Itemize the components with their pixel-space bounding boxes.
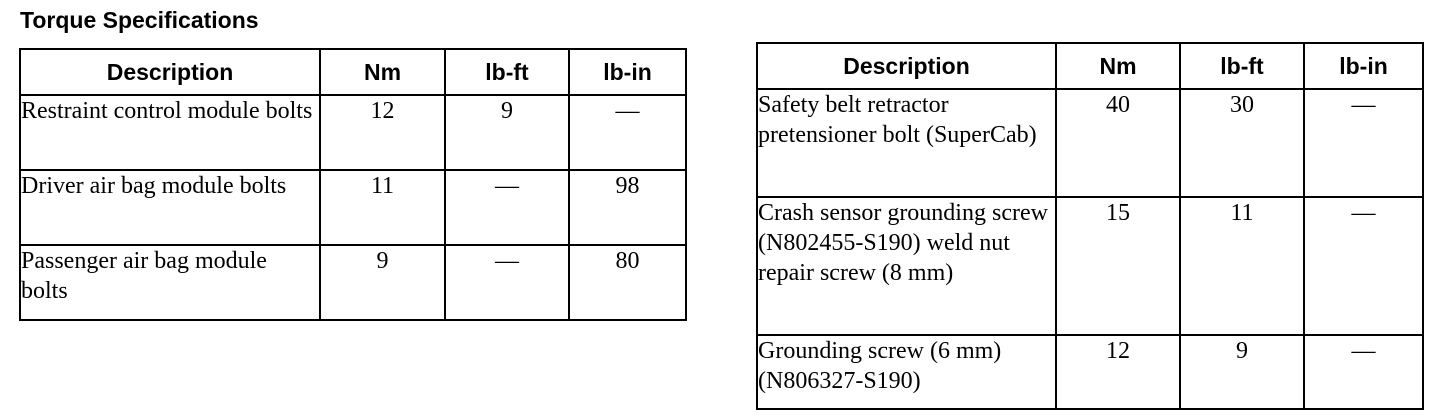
description-cell: Restraint control module bolts [20,95,320,170]
header-lb-ft: lb-ft [445,49,569,95]
description-cell: Grounding screw (6 mm) (N806327-S190) [757,335,1056,409]
table-row [757,197,1423,335]
header-description: Description [757,43,1056,89]
page-title: Torque Specifications [20,7,259,33]
lb-ft-cell: 11 [1180,197,1304,335]
nm-cell: 12 [320,95,445,170]
lb-in-cell: — [1304,89,1423,197]
lb-ft-cell: 9 [445,95,569,170]
lb-in-cell: 80 [569,245,686,320]
header-nm: Nm [1056,43,1180,89]
lb-in-cell: — [1304,197,1423,335]
table-row [20,170,686,245]
torque-table-left [19,48,687,321]
nm-cell: 9 [320,245,445,320]
table-row [757,89,1423,197]
table-row [20,245,686,320]
lb-ft-cell: — [445,170,569,245]
header-lb-ft: lb-ft [1180,43,1304,89]
table-row [757,335,1423,409]
lb-ft-cell: — [445,245,569,320]
lb-in-cell: — [569,95,686,170]
lb-ft-cell: 30 [1180,89,1304,197]
header-lb-in: lb-in [1304,43,1423,89]
nm-cell: 40 [1056,89,1180,197]
lb-in-cell: 98 [569,170,686,245]
nm-cell: 15 [1056,197,1180,335]
header-nm: Nm [320,49,445,95]
lb-ft-cell: 9 [1180,335,1304,409]
nm-cell: 12 [1056,335,1180,409]
torque-table-right [756,42,1424,410]
table-row [20,95,686,170]
description-cell: Passenger air bag module bolts [20,245,320,320]
header-row [757,43,1423,89]
header-row [20,49,686,95]
description-cell: Crash sensor grounding screw (N802455-S190) weld nut repair screw (8 mm) [757,197,1056,335]
header-description: Description [20,49,320,95]
lb-in-cell: — [1304,335,1423,409]
nm-cell: 11 [320,170,445,245]
description-cell: Safety belt retractor pretensioner bolt (SuperCab) [757,89,1056,197]
description-cell: Driver air bag module bolts [20,170,320,245]
header-lb-in: lb-in [569,49,686,95]
